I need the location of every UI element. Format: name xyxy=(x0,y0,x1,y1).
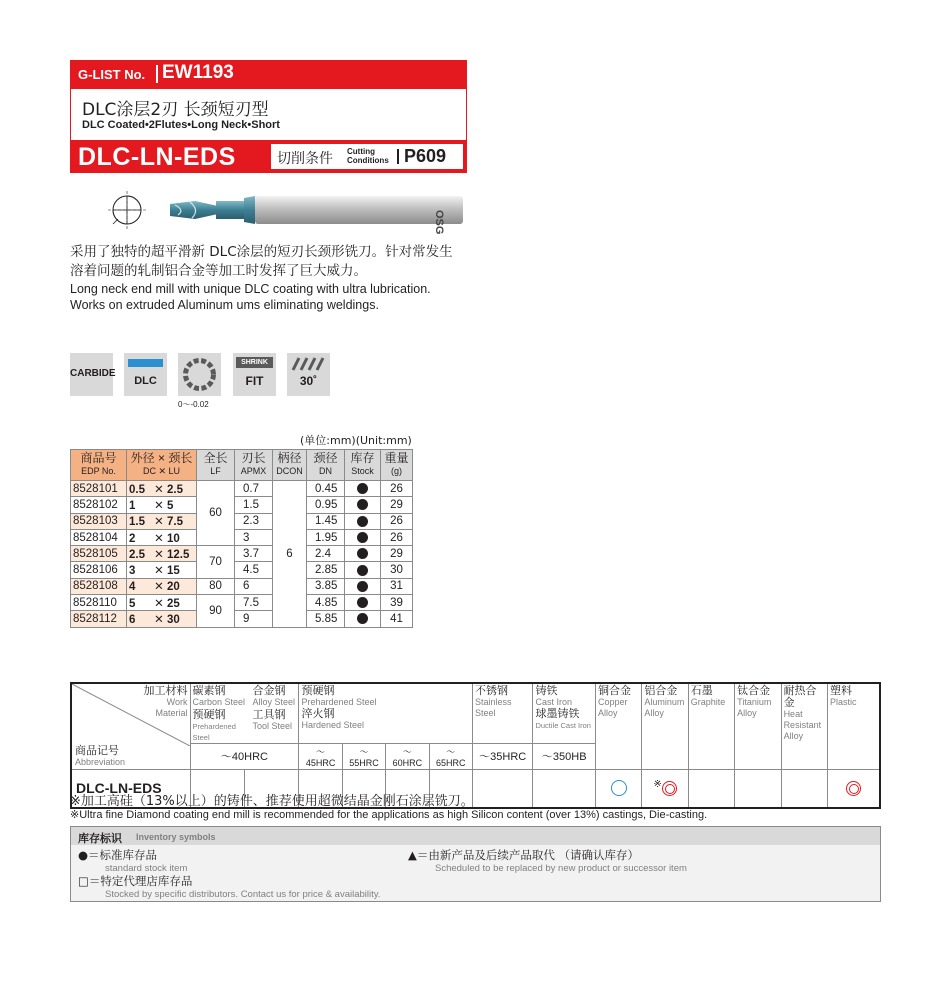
title-english: DLC Coated•2Flutes•Long Neck•Short xyxy=(82,119,280,131)
stock-cell xyxy=(345,595,381,611)
weight-cell: 29 xyxy=(381,546,413,562)
apmx-cell: 3.7 xyxy=(235,546,273,562)
product-abbreviation: DLC-LN-EDS xyxy=(71,770,190,808)
suit-heat-resistant xyxy=(781,770,827,808)
spec-table xyxy=(70,449,413,628)
stock-cell xyxy=(345,529,381,545)
weight-cell: 26 xyxy=(381,529,413,545)
apmx-cell: 9 xyxy=(235,611,273,627)
carbon-alloy-cell: 碳素钢 Carbon Steel 合金钢 Alloy Steel 预硬钢 Prehardened Steel 工具钢 Tool Steel xyxy=(190,683,299,744)
stock-cell xyxy=(345,497,381,513)
material-header-row xyxy=(71,683,880,744)
dn-cell: 0.95 xyxy=(307,497,345,513)
dn-cell: 5.85 xyxy=(307,611,345,627)
dc-lu-cell: 3 ✕ 15 xyxy=(127,562,197,578)
model-code: DLC-LN-EDS xyxy=(78,143,236,171)
table-row xyxy=(71,562,413,578)
table-row xyxy=(71,595,413,611)
suit-graphite xyxy=(688,770,734,808)
header-dn: 颈径 DN xyxy=(307,450,345,481)
hrc-55: 〜55HRC xyxy=(342,744,385,770)
header-weight: 重量 (g) xyxy=(381,450,413,481)
hb-350: 〜350HB xyxy=(533,744,596,770)
header-apmx: 刃长 APMX xyxy=(235,450,273,481)
header-dcon: 柄径 DCON xyxy=(273,450,307,481)
description-chinese: 采用了独特的超平滑新 DLC涂层的短刃长颈形铣刀。针对常发生 溶着问题的轧制铝合金等加工时发挥了巨大威力。 xyxy=(70,244,453,279)
spec-header-row xyxy=(71,450,413,481)
hrc-60: 〜60HRC xyxy=(386,744,429,770)
table-row xyxy=(71,529,413,545)
dc-lu-cell: 1.5 ✕ 7.5 xyxy=(127,513,197,529)
stock-dot-icon xyxy=(357,516,368,527)
dc-lu-cell: 4 ✕ 20 xyxy=(127,578,197,594)
table-row xyxy=(71,611,413,627)
header-stock: 库存 Stock xyxy=(345,450,381,481)
cutting-conditions-en: Cutting Conditions xyxy=(347,147,389,165)
stock-dot-icon xyxy=(357,581,368,592)
dn-cell: 3.85 xyxy=(307,578,345,594)
edp-number: 8528110 xyxy=(71,595,127,611)
edp-number: 8528106 xyxy=(71,562,127,578)
weight-cell: 39 xyxy=(381,595,413,611)
weight-cell: 26 xyxy=(381,513,413,529)
aluminum-cell: 铝合金 Aluminum Alloy xyxy=(642,683,688,770)
description-english: Long neck end mill with unique DLC coating with ultra lubrication. Works on extruded Aluminum ums eliminating weldings. xyxy=(70,282,431,312)
stock-dot-icon xyxy=(357,613,368,624)
suit-copper xyxy=(596,770,642,808)
weight-cell: 41 xyxy=(381,611,413,627)
weight-cell: 29 xyxy=(381,497,413,513)
edp-number: 8528102 xyxy=(71,497,127,513)
cast-iron-cell: 铸铁 Cast Iron 球墨铸铁 Ductile Cast Iron xyxy=(533,683,596,744)
tolerance-note: 0〜-0.02 xyxy=(178,400,209,409)
suitable-circle-icon xyxy=(611,780,627,796)
stock-dot-icon xyxy=(357,548,368,559)
glist-separator xyxy=(156,65,158,83)
inventory-standard: ●＝标准库存品 standard stock item xyxy=(78,848,188,874)
inventory-distributor: □＝特定代理店库存品 Stocked by specific distributors. Contact us for price & availability. xyxy=(78,874,381,900)
suit-cast-iron xyxy=(533,770,596,808)
dcon-cell: 6 xyxy=(273,481,307,628)
lf-cell: 60 xyxy=(197,481,235,546)
hrc-40: 〜40HRC xyxy=(190,744,299,770)
titanium-cell: 钛合金 Titanium Alloy xyxy=(735,683,781,770)
lf-cell: 90 xyxy=(197,595,235,628)
heat-resistant-cell: 耐热合金 Heat Resistant Alloy xyxy=(781,683,827,770)
weight-cell: 31 xyxy=(381,578,413,594)
osg-logo: OSG xyxy=(433,210,445,235)
dn-cell: 1.95 xyxy=(307,529,345,545)
inventory-replaced: ▲＝由新产品及后续产品取代 （请确认库存） Scheduled to be replaced by new product or successor item xyxy=(408,848,687,874)
stock-cell xyxy=(345,611,381,627)
shrink-fit-icon: SHRINK FIT xyxy=(233,353,276,396)
hrc-35: 〜35HRC xyxy=(472,744,533,770)
optimal-double-circle-icon xyxy=(846,781,861,796)
edp-number: 8528105 xyxy=(71,546,127,562)
end-mill-illustration xyxy=(100,184,470,236)
edp-number: 8528112 xyxy=(71,611,127,627)
material-corner-cell: 加工材料 Work Material 商品记号 Abbreviation xyxy=(71,683,190,770)
apmx-cell: 7.5 xyxy=(235,595,273,611)
stock-cell xyxy=(345,481,381,497)
weight-cell: 26 xyxy=(381,481,413,497)
copper-cell: 铜合金 Copper Alloy xyxy=(596,683,642,770)
hrc-45: 〜45HRC xyxy=(299,744,342,770)
apmx-cell: 1.5 xyxy=(235,497,273,513)
suit-aluminum: ※ xyxy=(642,770,688,808)
cutting-page-ref[interactable]: P609 xyxy=(404,146,447,166)
edp-number: 8528104 xyxy=(71,529,127,545)
unit-label: (单位:mm)(Unit:mm) xyxy=(300,434,412,447)
note-chinese: ※加工高硅（13%以上）的铸件、推荐使用超微结晶金刚石涂层铣刀。 xyxy=(70,794,474,809)
stock-cell xyxy=(345,578,381,594)
suit-stainless xyxy=(472,770,533,808)
dc-lu-cell: 2 ✕ 10 xyxy=(127,529,197,545)
edp-number: 8528103 xyxy=(71,513,127,529)
dc-lu-cell: 0.5 ✕ 2.5 xyxy=(127,481,197,497)
dc-lu-cell: 5 ✕ 25 xyxy=(127,595,197,611)
cutting-conditions-cn: 切削条件 xyxy=(277,151,333,167)
carbide-icon: CARBIDE xyxy=(70,353,113,396)
dn-cell: 2.4 xyxy=(307,546,345,562)
weight-cell: 30 xyxy=(381,562,413,578)
table-row xyxy=(71,497,413,513)
table-row xyxy=(71,481,413,497)
edp-number: 8528108 xyxy=(71,578,127,594)
table-row xyxy=(71,546,413,562)
stock-dot-icon xyxy=(357,565,368,576)
lf-cell: 80 xyxy=(197,578,235,594)
stock-cell xyxy=(345,513,381,529)
plastic-cell: 塑料 Plastic xyxy=(827,683,880,770)
table-row xyxy=(71,578,413,594)
stock-cell xyxy=(345,546,381,562)
dlc-coating-icon: DLC xyxy=(124,353,167,396)
header-dc-lu: 外径 × 颈长 DC ✕ LU xyxy=(127,450,197,481)
tolerance-icon xyxy=(178,353,221,396)
prehardened-hardened-cell: 预硬钢 Prehardened Steel 淬火钢 Hardened Steel xyxy=(299,683,473,744)
hrc-65: 〜65HRC xyxy=(429,744,472,770)
header-lf: 全长 LF xyxy=(197,450,235,481)
suit-titanium xyxy=(735,770,781,808)
title-chinese: DLC涂层2刃 长颈短刃型 xyxy=(82,100,269,120)
cutting-separator xyxy=(397,149,399,164)
dn-cell: 4.85 xyxy=(307,595,345,611)
stock-cell xyxy=(345,562,381,578)
apmx-cell: 0.7 xyxy=(235,481,273,497)
dn-cell: 1.45 xyxy=(307,513,345,529)
dc-lu-cell: 1 ✕ 5 xyxy=(127,497,197,513)
glist-label: G-LIST No. xyxy=(78,67,146,82)
dn-cell: 2.85 xyxy=(307,562,345,578)
apmx-cell: 6 xyxy=(235,578,273,594)
stock-dot-icon xyxy=(357,597,368,608)
apmx-cell: 3 xyxy=(235,529,273,545)
stainless-cell: 不锈钢 Stainless Steel xyxy=(472,683,533,744)
lf-cell: 70 xyxy=(197,546,235,579)
apmx-cell: 2.3 xyxy=(235,513,273,529)
optimal-double-circle-icon xyxy=(662,781,677,796)
edp-number: 8528101 xyxy=(71,481,127,497)
inventory-title-cn: 库存标识 xyxy=(78,832,122,845)
inventory-title-en: Inventory symbols xyxy=(136,832,216,842)
helix-angle-icon: 30˚ xyxy=(287,353,330,396)
header-edp: 商品号 EDP No. xyxy=(71,450,127,481)
glist-number: EW1193 xyxy=(162,62,234,83)
suit-plastic xyxy=(827,770,880,808)
stock-dot-icon xyxy=(357,483,368,494)
stock-dot-icon xyxy=(357,499,368,510)
note-english: ※Ultra fine Diamond coating end mill is recommended for the applications as high Silicon content (over 13%) castings, Die-casting. xyxy=(70,809,708,821)
graphite-cell: 石墨 Graphite xyxy=(688,683,734,770)
dc-lu-cell: 6 ✕ 30 xyxy=(127,611,197,627)
table-row xyxy=(71,513,413,529)
dn-cell: 0.45 xyxy=(307,481,345,497)
dc-lu-cell: 2.5 ✕ 12.5 xyxy=(127,546,197,562)
stock-dot-icon xyxy=(357,532,368,543)
apmx-cell: 4.5 xyxy=(235,562,273,578)
